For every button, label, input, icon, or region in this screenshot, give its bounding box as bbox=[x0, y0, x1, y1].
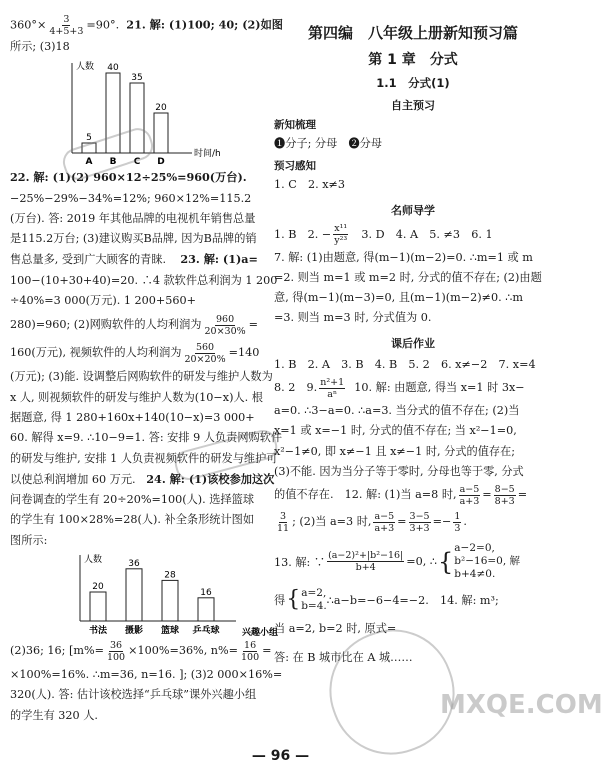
answer-line: 意, 得(m−1)(m−3)=0, 且(m−1)(m−2)≠0. ∴m bbox=[274, 291, 523, 305]
equation: a−2=0, bbox=[454, 542, 495, 555]
answer-line: 100−(10+30+40)=20. ∴4 款软件总利润为 1 200 bbox=[10, 273, 278, 287]
denominator: a+3 bbox=[459, 495, 480, 507]
answer-22: 22. 解: (1)(2) 960×12÷25%=960(万台). bbox=[10, 170, 247, 185]
fraction bbox=[48, 14, 84, 37]
category-tick-label: B bbox=[109, 157, 117, 168]
denominator: aⁿ bbox=[327, 388, 338, 400]
fraction bbox=[459, 484, 481, 507]
answer-21: 21. 解: (1)100; 40; (2)如图 bbox=[126, 17, 283, 32]
text: =0, ∴ bbox=[406, 555, 437, 569]
denominator: 100 bbox=[241, 651, 260, 663]
answer-line: (万台). 答: 2019 年其他品牌的电视机年销售总量 bbox=[10, 211, 256, 225]
denominator: 20×30% bbox=[204, 325, 246, 337]
answer-line: ×100%=16%. ∴m=36, n=16. ]; (3)2 000×16%= bbox=[10, 668, 283, 682]
answer-line: −25%−29%−34%=12%; 960×12%=115.2 bbox=[10, 191, 252, 205]
text: = bbox=[262, 644, 272, 658]
x-axis-label: 兴趣小组 bbox=[242, 628, 279, 639]
category-tick-label: D bbox=[157, 157, 165, 168]
bar-value-label: 35 bbox=[131, 73, 143, 84]
answer-line: (3)不能. 因为当分子等于零时, 分母也等于零, 分式 bbox=[274, 464, 524, 478]
preview-heading: 预习感知 bbox=[274, 160, 316, 173]
answer-line bbox=[10, 249, 275, 270]
fraction bbox=[327, 550, 404, 573]
text: 160(万元), 视频软件的人均利润为 bbox=[10, 346, 182, 360]
fraction bbox=[319, 377, 345, 400]
text: m³; bbox=[479, 593, 499, 607]
numerator: 36 bbox=[109, 639, 123, 651]
self-study-heading: 自主预习 bbox=[391, 99, 435, 112]
answer-line: a=0. ∴3−a=0. ∴a=3. 当分式的值不存在; (2)当 bbox=[274, 404, 520, 418]
answer-line: 是115.2万台; (3)建议购买B品牌, 因为B品牌的销 bbox=[10, 232, 257, 246]
part-title: 第四编 八年级上册新知预习篇 bbox=[307, 24, 518, 42]
y-axis-label: 人数 bbox=[84, 555, 103, 566]
denominator: 100 bbox=[106, 651, 126, 663]
numerator: 960 bbox=[216, 313, 235, 325]
category-tick-label: 书法 bbox=[88, 626, 108, 637]
denominator: 11 bbox=[277, 522, 290, 534]
answer-line: ÷40%=3 000(万元). 1 200+560+ bbox=[10, 294, 196, 308]
text: 8. 2 9. bbox=[274, 381, 318, 395]
category-tick-label: 篮球 bbox=[160, 626, 180, 637]
text: 280)=960; (2)网购软件的人均利润为 bbox=[10, 318, 202, 332]
answer-line bbox=[274, 375, 552, 401]
text: 13. 解: ∵ bbox=[274, 555, 326, 569]
answer-line: =2. 则当 m=1 或 m=2 时, 分式的值不存在; (2)由题 bbox=[274, 270, 542, 284]
answer-line: 的学生有 100×28%=28(人). 补全条形统计图如 bbox=[10, 513, 255, 527]
fraction bbox=[204, 314, 247, 337]
text: ×100%=36%, n%= bbox=[128, 644, 239, 658]
category-tick-label: A bbox=[85, 157, 93, 168]
answer-line: x²−1≠0, 即 x≠−1 且 x≠−1 时, 分式的值存在; bbox=[274, 444, 516, 458]
answer-line: 据题意, 得 1 280+160x+140(10−x)=3 000+ bbox=[10, 410, 255, 424]
text: = bbox=[248, 318, 259, 332]
y-axis-label: 人数 bbox=[76, 62, 95, 73]
brace-symbol: { bbox=[438, 547, 454, 576]
answer-line bbox=[10, 637, 275, 665]
bar-value-label: 5 bbox=[86, 133, 92, 144]
denominator: 8+3 bbox=[494, 495, 515, 507]
section-title: 1.1 分式(1) bbox=[376, 76, 450, 90]
fraction bbox=[333, 223, 348, 246]
answer-23: 23. 解: (1)a= bbox=[180, 252, 258, 267]
fraction bbox=[276, 511, 290, 534]
text: 以使总利润增加 60 万元. bbox=[10, 472, 136, 486]
text: 360°× bbox=[10, 18, 47, 32]
denominator: y²³ bbox=[334, 235, 348, 247]
chapter-title: 第 1 章 分式 bbox=[368, 52, 458, 68]
watermark-text: MXQE.COM bbox=[440, 690, 603, 720]
answer-line: 320(人). 答: 估计该校选择“乒乓球”课外兴趣小组 bbox=[10, 688, 257, 702]
fraction bbox=[409, 511, 431, 534]
numerator: a−5 bbox=[459, 483, 480, 495]
teacher-guide-heading: 名师导学 bbox=[391, 203, 435, 217]
denominator: 4+5+3 bbox=[49, 26, 84, 37]
numerator: 3−5 bbox=[409, 510, 430, 522]
homework-heading: 课后作业 bbox=[391, 336, 435, 350]
text: 的值不存在. 12. 解: (1)当 a=8 时, bbox=[274, 488, 457, 502]
numerator: 3 bbox=[63, 14, 70, 25]
numerator: 8−5 bbox=[494, 483, 515, 495]
answer-line: (万元); (3)能. 设调整后网购软件的研发与维护人数为 bbox=[10, 370, 273, 384]
category-tick-label: 乒乓球 bbox=[192, 626, 220, 637]
answer-line: 问卷调查的学生有 20÷20%=100(人). 选择篮球 bbox=[10, 493, 255, 507]
bar-value-label: 28 bbox=[164, 570, 176, 581]
text: . bbox=[463, 515, 467, 529]
answer-line bbox=[274, 587, 552, 613]
text: =− bbox=[432, 515, 452, 529]
text: =90°. bbox=[86, 18, 120, 32]
bar bbox=[90, 592, 106, 621]
bar bbox=[162, 580, 178, 621]
text: = bbox=[517, 488, 528, 502]
answer-line bbox=[10, 469, 275, 490]
equation: b=4. bbox=[301, 600, 327, 613]
answer-24: 24. 解: (1)该校参加这次 bbox=[146, 471, 275, 486]
bar-value-label: 40 bbox=[107, 63, 119, 74]
text: 售总量多, 受到广大顾客的青睐. bbox=[10, 253, 167, 267]
text: = bbox=[482, 488, 492, 502]
answer-line: 7. 解: (1)由题意, 得(m−1)(m−2)=0. ∴m=1 或 m bbox=[274, 250, 533, 264]
bar-value-label: 20 bbox=[155, 103, 167, 114]
text: 1. B 2. − bbox=[274, 227, 332, 241]
bar-value-label: 20 bbox=[92, 582, 104, 593]
bar bbox=[154, 113, 168, 153]
answer-line: 当 a=2, b=2 时, 原式= bbox=[274, 622, 397, 636]
equation: b²−16=0, 解 bbox=[454, 555, 521, 568]
numerator: x¹¹ bbox=[334, 223, 348, 235]
numerator: (a−2)²+|b²−16| bbox=[328, 550, 404, 562]
answer-line: =3. 则当 m=3 时, 分式值为 0. bbox=[274, 311, 432, 325]
answer-line: 60. 解得 x=9. ∴10−9=1. 答: 安排 9 人负责网购软件 bbox=[10, 431, 283, 445]
fraction bbox=[373, 511, 395, 534]
category-tick-label: C bbox=[133, 157, 141, 168]
text: 得 bbox=[274, 594, 286, 608]
brace-symbol: { bbox=[286, 587, 301, 613]
preview-answers: 1. C 2. x≠3 bbox=[274, 178, 346, 192]
equation: b+4≠0. bbox=[454, 568, 496, 581]
answer-line bbox=[10, 14, 283, 37]
denominator: a+3 bbox=[374, 522, 395, 534]
answer-line bbox=[274, 508, 552, 536]
fraction bbox=[240, 640, 260, 663]
knowledge-heading: 新知梳理 bbox=[274, 119, 316, 131]
denominator: 3+3 bbox=[409, 522, 430, 534]
text: = bbox=[397, 515, 407, 529]
fraction bbox=[453, 511, 461, 534]
answer-line: 答: 在 B 城市比在 A 城…… bbox=[274, 650, 413, 664]
bar-value-label: 36 bbox=[128, 558, 140, 569]
x-axis-label: 时间/h bbox=[194, 149, 221, 160]
denominator: 20×20% bbox=[184, 353, 226, 365]
text: ∴a−b=−6−4=−2. 14. 解: bbox=[326, 594, 477, 608]
numerator: a−5 bbox=[374, 510, 395, 522]
solution-system bbox=[301, 587, 327, 613]
page-number: — 96 — bbox=[251, 748, 310, 764]
fraction bbox=[183, 342, 226, 365]
bar-chart-interest-groups bbox=[56, 551, 296, 637]
equation-system bbox=[454, 542, 520, 581]
bar bbox=[198, 598, 214, 621]
answer-line: x 人, 则视频软件的研发与维护人数为(10−x)人. 根 bbox=[10, 390, 263, 404]
answer-line bbox=[274, 482, 552, 508]
text: (2)36; 16; [m%= bbox=[10, 644, 104, 658]
denominator: b+4 bbox=[355, 562, 376, 574]
answer-13 bbox=[274, 542, 552, 581]
numerator: 560 bbox=[195, 341, 215, 353]
text: 10. 解: 由题意, 得当 x=1 时 3x− bbox=[354, 381, 525, 395]
numerator: n²+1 bbox=[320, 376, 345, 388]
answer-line bbox=[10, 311, 275, 339]
answer-line: x=1 或 x=−1 时, 分式的值不存在; 当 x²−1=0, bbox=[274, 424, 517, 438]
numerator: 1 bbox=[454, 510, 461, 522]
answer-line: 的研发与维护, 安排 1 人负责视频软件的研发与维护可 bbox=[10, 451, 278, 465]
numerator: 16 bbox=[244, 639, 257, 651]
equation: a=2, bbox=[301, 587, 327, 600]
numerator: 3 bbox=[280, 510, 287, 522]
denominator: 3 bbox=[454, 522, 461, 534]
teacher-answers bbox=[274, 222, 552, 248]
category-tick-label: 摄影 bbox=[124, 626, 144, 637]
fraction bbox=[494, 484, 516, 507]
answer-line: 的学生有 320 人. bbox=[10, 708, 98, 722]
text: ; (2)当 a=3 时, bbox=[292, 515, 372, 529]
text: 3. D 4. A 5. ≠3 6. 1 bbox=[350, 227, 493, 241]
bar bbox=[126, 569, 142, 621]
left-column bbox=[10, 14, 283, 726]
answer-line bbox=[10, 339, 275, 367]
right-column bbox=[274, 14, 552, 668]
knowledge-answers: ❶分子; 分母 ❷分母 bbox=[274, 137, 383, 150]
fraction bbox=[106, 640, 126, 663]
answer-line bbox=[10, 167, 275, 188]
bar-value-label: 16 bbox=[200, 587, 212, 598]
answer-line: 所示; (3)18 bbox=[10, 40, 70, 53]
text: =140 bbox=[228, 346, 260, 360]
homework-answers: 1. B 2. A 3. B 4. B 5. 2 6. x≠−2 7. x=4 bbox=[274, 357, 536, 371]
answer-line: 图所示: bbox=[10, 533, 48, 547]
